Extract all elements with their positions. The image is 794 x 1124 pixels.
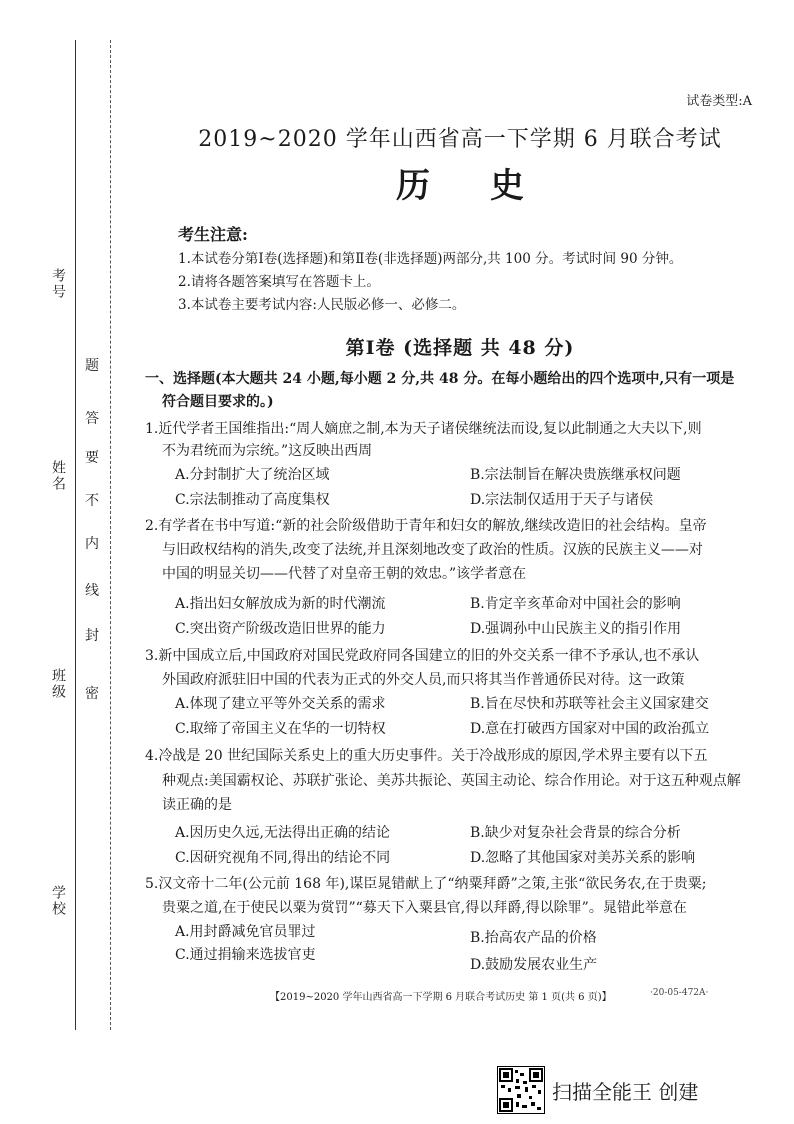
question-stem: 外国政府派驻旧中国的代表为正式的外交人员,而只将其当作普通侨民对待。这一政策 (162, 672, 685, 688)
option-d: D.宗法制仅适用于天子与诸侯 (470, 492, 654, 508)
question-stem: 种观点:美国霸权论、苏联扩张论、美苏共振论、英国主动论、综合作用论。对于这五种观点解 (162, 773, 741, 789)
option-c: C.因研究视角不同,得出的结论不同 (175, 850, 391, 866)
section-instruction: 一、选择题(本大题共 24 小题,每小题 2 分,共 48 分。在每小题给出的四个选项中,只有一项是 (145, 371, 735, 387)
option-c: C.宗法制推动了高度集权 (175, 492, 330, 508)
question-stem: 1.近代学者王国维指出:“周人嫡庶之制,本为天子诸侯继统法而设,复以此制通之大夫以下,则 (145, 421, 702, 437)
option-d: D.忽略了其他国家对美苏关系的影响 (470, 850, 696, 866)
seal-char: 线 (85, 583, 99, 599)
option-a: A.因历史久远,无法得出正确的结论 (175, 825, 391, 841)
question-stem: 2.有学者在书中写道:“新的社会阶级借助于青年和妇女的解放,继续改造旧的社会结构。皇帝 (145, 518, 707, 534)
option-d: D.强调孙中山民族主义的指引作用 (470, 621, 682, 637)
option-b: B.肯定辛亥革命对中国社会的影响 (470, 596, 681, 612)
qr-code-icon (497, 1066, 545, 1114)
subject-title: 历史 (396, 166, 584, 206)
exam-number-label: 考号 (50, 268, 66, 300)
footer-code: ·20-05-472A· (650, 988, 709, 998)
page-footer: 【2019~2020 学年山西省高一下学期 6 月联合考试历史 第 1 页(共 6 页)】 (270, 992, 612, 1003)
section-instruction: 符合题目要求的。) (162, 394, 274, 410)
option-b: B.抬高农产品的价格 (470, 930, 597, 946)
school-label: 学校 (50, 885, 66, 917)
notice-title: 考生注意: (178, 225, 248, 244)
notice-item: 2.请将各题答案填写在答题卡上。 (178, 274, 380, 290)
margin-solid-line (75, 40, 76, 1030)
option-a: A.体现了建立平等外交关系的需求 (175, 696, 386, 712)
question-stem: 中国的明显关切——代替了对皇帝王朝的效忠。”该学者意在 (162, 566, 527, 582)
binding-margin (0, 0, 120, 1124)
seal-char: 不 (85, 493, 99, 509)
option-a: A.用封爵减免官员罪过 (175, 924, 316, 940)
seal-char: 封 (85, 628, 99, 644)
seal-char: 答 (85, 411, 99, 427)
option-c: C.突出资产阶级改造旧世界的能力 (175, 621, 386, 637)
seal-char: 要 (85, 450, 99, 466)
question-stem: 3.新中国成立后,中国政府对国民党政府同各国建立的旧的外交关系一律不予承认,也不承认 (145, 648, 700, 664)
notice-item: 1.本试卷分第Ⅰ卷(选择题)和第Ⅱ卷(非选择题)两部分,共 100 分。考试时间 90 分钟。 (178, 251, 683, 267)
question-stem: 4.冷战是 20 世纪国际关系史上的重大历史事件。关于冷战形成的原因,学术界主要有以下五 (145, 748, 708, 764)
section-heading: 第Ⅰ卷 (选择题 共 48 分) (345, 337, 575, 359)
option-b: B.旨在尽快和苏联等社会主义国家建交 (470, 696, 709, 712)
option-d: D.鼓励发展农业生产 (470, 957, 598, 973)
name-label: 姓名 (50, 460, 66, 492)
question-stem: 读正确的是 (162, 797, 232, 813)
seal-char: 内 (85, 536, 99, 552)
exam-title: 2019~2020 学年山西省高一下学期 6 月联合考试 (198, 127, 722, 152)
question-stem: 5.汉文帝十二年(公元前 168 年),谋臣晁错献上了“纳粟拜爵”之策,主张“欲民务农,在于贵粟; (145, 876, 707, 892)
seal-char: 题 (85, 358, 99, 374)
option-d: D.意在打破西方国家对中国的政治孤立 (470, 721, 710, 737)
option-a: A.指出妇女解放成为新的时代潮流 (175, 596, 386, 612)
seal-char: 密 (85, 686, 99, 702)
class-label: 班级 (50, 668, 66, 700)
option-a: A.分封制扩大了统治区域 (175, 467, 330, 483)
scanner-watermark: 扫描全能王 创建 (552, 1080, 699, 1104)
option-b: B.宗法制旨在解决贵族继承权问题 (470, 467, 681, 483)
notice-item: 3.本试卷主要考试内容:人民版必修一、必修二。 (178, 297, 466, 313)
question-stem: 与旧政权结构的消失,改变了法统,并且深刻地改变了政治的性质。汉族的民族主义——对 (162, 542, 703, 558)
option-b: B.缺少对复杂社会背景的综合分析 (470, 825, 681, 841)
margin-dashed-line (110, 40, 111, 1030)
option-c: C.通过捐输来选拔官吏 (175, 947, 316, 963)
option-c: C.取缔了帝国主义在华的一切特权 (175, 721, 386, 737)
question-stem: 不为君统而为宗统。”这反映出西周 (162, 443, 373, 459)
paper-type: 试卷类型:A (686, 94, 752, 109)
question-stem: 贵粟之道,在于使民以粟为赏罚”“募天下入粟县官,得以拜爵,得以除罪”。晁错此举意在 (162, 900, 687, 916)
